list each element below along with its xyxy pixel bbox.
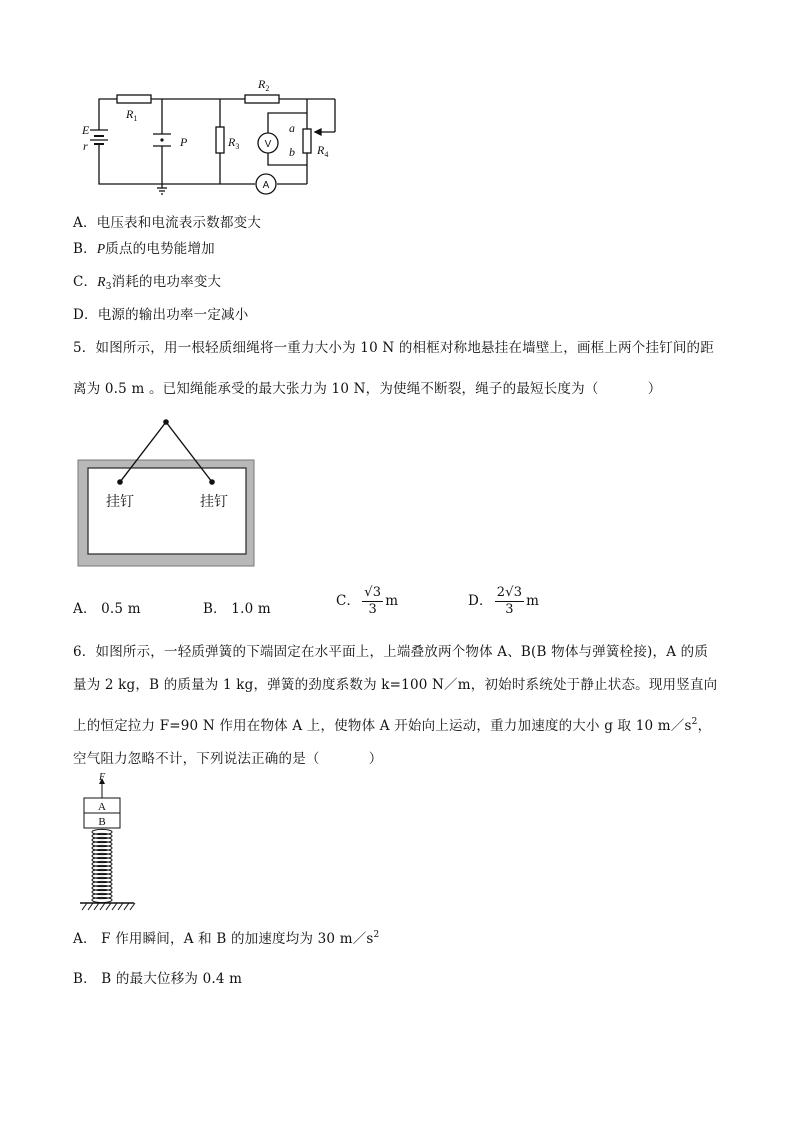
svg-text:挂钉: 挂钉 <box>200 494 228 510</box>
svg-text:挂钉: 挂钉 <box>106 494 134 510</box>
svg-text:A: A <box>98 801 106 813</box>
r2-resistor <box>245 95 279 103</box>
svg-text:R1: $R_1$ <box>126 107 138 123</box>
svg-text:R4: $R_4$ <box>317 143 329 159</box>
nail-right <box>209 479 215 485</box>
q6-stem-line4: 空气阻力忽略不计，下列说法正确的是（ ） <box>73 751 383 767</box>
picture-frame-diagram <box>76 418 258 570</box>
r1-resistor <box>117 95 151 103</box>
q6-stem-line1: 6．如图所示，一轻质弹簧的下端固定在水平面上，上端叠放两个物体 A、B(B 物体与弹簧栓接)，A 的质 <box>73 644 709 660</box>
svg-text:P: P <box>180 135 188 149</box>
svg-text:E: E <box>82 123 90 137</box>
q5-option-c: C． $\frac{√3}{3}$ m <box>336 585 399 617</box>
svg-text:V: V <box>264 139 272 150</box>
q5-option-b: B． 1.0 m <box>203 601 271 617</box>
spring <box>92 829 112 902</box>
q5-stem-line2: 离为 0.5 m 。已知绳能承受的最大张力为 10 N，为使绳不断裂，绳子的最短长度为（ ） <box>73 381 662 397</box>
svg-text:r: r <box>83 139 88 153</box>
q6-option-a: A． F 作用瞬间，A 和 B 的加速度均为 30 $m/s^2$ <box>73 930 380 947</box>
svg-text:R3: $R_3$ <box>228 135 240 151</box>
svg-text:b: b <box>289 145 295 159</box>
q5-option-a: A． 0.5 m <box>73 601 141 617</box>
svg-text:a: a <box>289 121 295 135</box>
svg-text:A: A <box>262 180 270 191</box>
q6-stem-line2: 量为 2 kg，B 的质量为 1 kg，弹簧的劲度系数为 k=100 N／m，初始时系统处于静止状态。现用竖直向 <box>73 677 718 693</box>
q4-option-b: B．P质点的电势能增加 <box>73 241 215 257</box>
svg-text:B: B <box>98 816 106 828</box>
r3-resistor <box>216 127 224 153</box>
particle-p <box>160 138 163 141</box>
svg-text:R2: $R_2$ <box>258 77 270 93</box>
circuit-diagram <box>75 72 350 197</box>
hanging-nail-top <box>163 419 169 425</box>
q6-stem-line3: 上的恒定拉力 F=90 N 作用在物体 A 上，使物体 A 开始向上运动，重力加速度的大小 g 取 10 $m/s^2$， <box>73 717 712 734</box>
q5-stem-line1: 5．如图所示，用一根轻质细绳将一重力大小为 10 N 的相框对称地悬挂在墙壁上，画框上两个挂钉间的距 <box>73 340 714 356</box>
svg-text:F: F <box>99 772 106 783</box>
r4-resistor <box>303 129 311 153</box>
q4-option-c: C．$R_3$消耗的电功率变大 <box>73 274 222 292</box>
ground-hatch <box>80 903 135 910</box>
q6-option-b: B． B 的最大位移为 0.4 m <box>73 971 243 987</box>
nail-left <box>117 479 123 485</box>
q4-option-d: D．电源的输出功率一定减小 <box>73 307 249 323</box>
spring-blocks-diagram <box>78 772 144 914</box>
q4-option-a: A．电压表和电流表示数都变大 <box>73 215 262 231</box>
q5-option-d: D． $\frac{2√3}{3}$ m <box>468 585 540 617</box>
